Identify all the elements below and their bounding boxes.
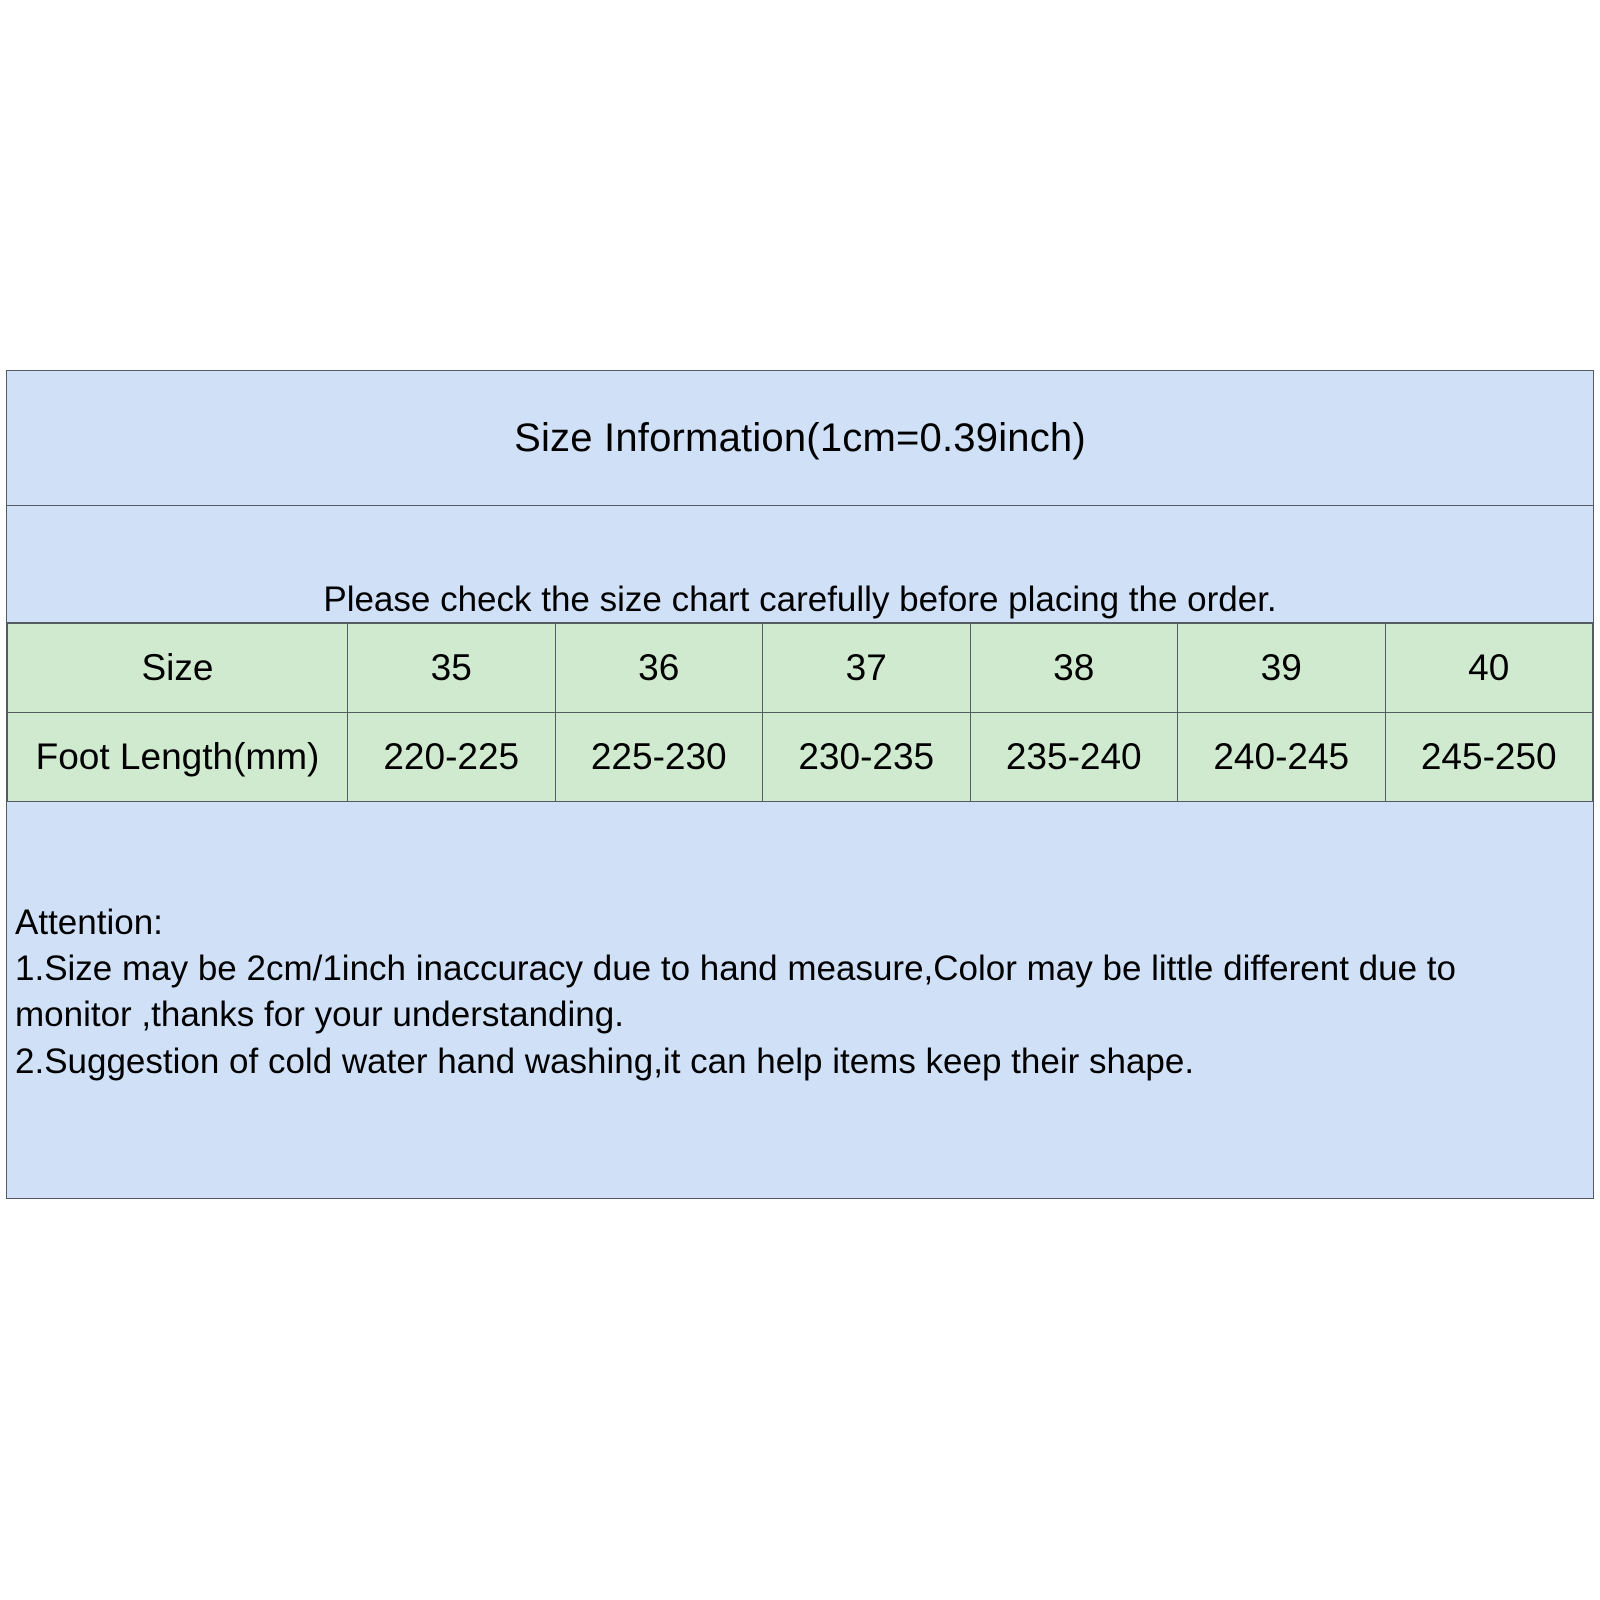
table-cell-foot-length: 225-230	[555, 713, 763, 802]
table-cell-size: 40	[1385, 624, 1593, 713]
table-cell-foot-length: 235-240	[970, 713, 1178, 802]
table-cell-size: 36	[555, 624, 763, 713]
attention-line-1-cont: monitor ,thanks for your understanding.	[15, 995, 624, 1035]
attention-line-1: 1.Size may be 2cm/1inch inaccuracy due to hand measure,Color may be little different due to	[15, 949, 1456, 989]
table-cell-foot-length: 230-235	[763, 713, 971, 802]
attention-heading: Attention:	[15, 903, 163, 942]
table-row	[8, 713, 1593, 802]
attention-line-2: 2.Suggestion of cold water hand washing,it can help items keep their shape.	[15, 1041, 1195, 1081]
table-cell-foot-length: 240-245	[1178, 713, 1386, 802]
chart-note-band	[7, 506, 1593, 623]
row-label-foot-length: Foot Length(mm)	[8, 713, 348, 802]
page-title: Size Information(1cm=0.39inch)	[514, 415, 1086, 460]
size-chart	[6, 370, 1594, 1199]
attention-band	[7, 802, 1593, 1198]
table-row	[8, 624, 1593, 713]
table-cell-size: 39	[1178, 624, 1386, 713]
table-cell-size: 37	[763, 624, 971, 713]
chart-title-band	[7, 371, 1593, 506]
table-cell-size: 35	[348, 624, 556, 713]
chart-note: Please check the size chart carefully before placing the order.	[323, 580, 1277, 619]
table-cell-foot-length: 245-250	[1385, 713, 1593, 802]
table-cell-size: 38	[970, 624, 1178, 713]
table-cell-foot-length: 220-225	[348, 713, 556, 802]
row-label-size: Size	[8, 624, 348, 713]
size-table	[7, 623, 1593, 802]
